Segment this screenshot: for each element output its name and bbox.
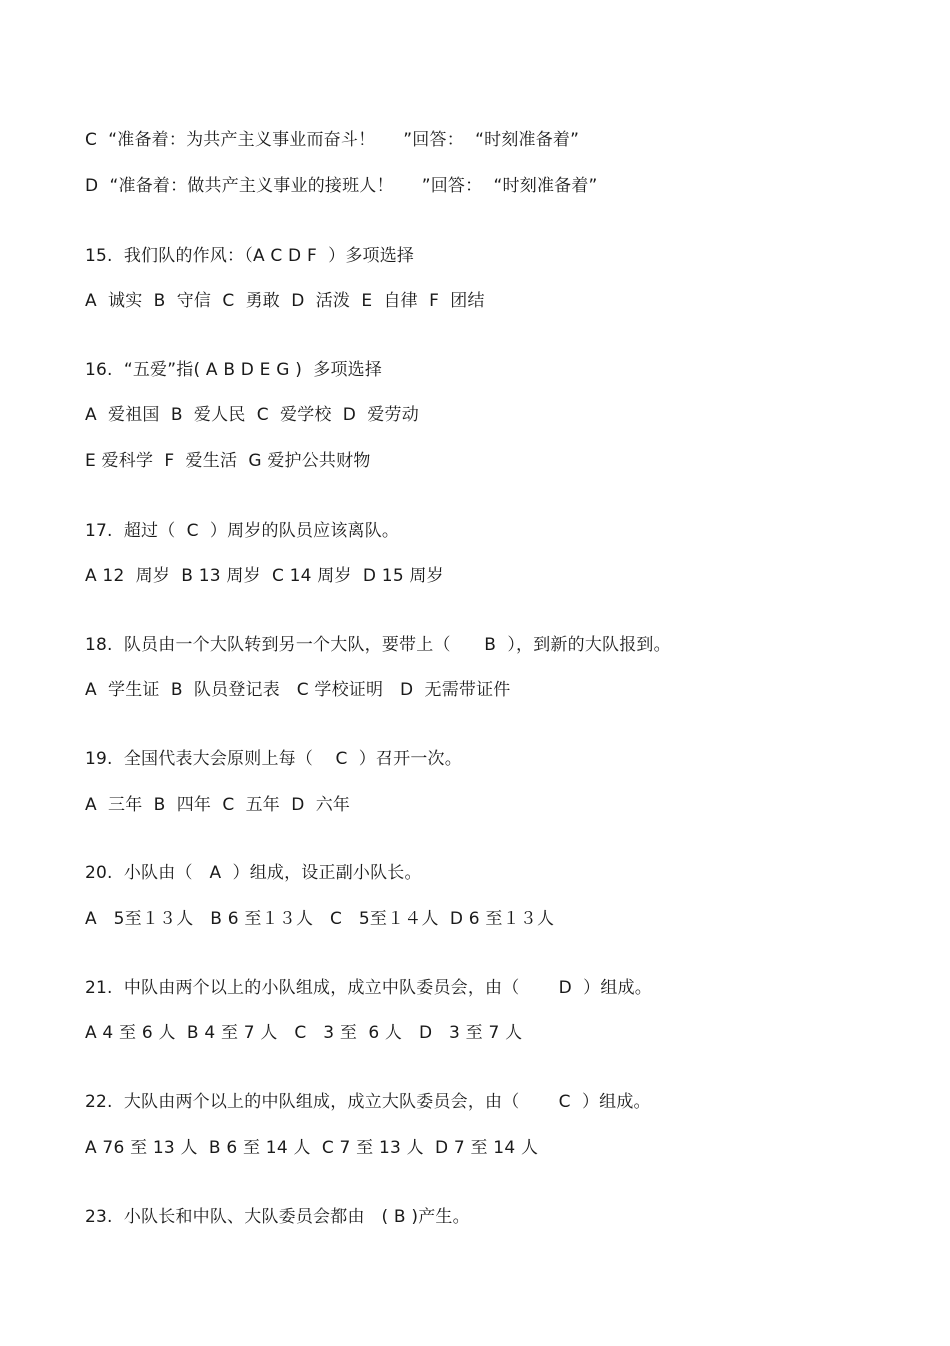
question-22-options: A 76 至 13 人 B 6 至 14 人 C 7 至 13 人 D 7 至 14 人 bbox=[85, 1138, 539, 1158]
question-15: 15. 我们队的作风：（A C D F ）多项选择 bbox=[85, 246, 415, 266]
question-20-options: A 5至１３人 B 6 至１３人 C 5至１４人 D 6 至１３人 bbox=[85, 909, 555, 929]
question-18-options: A 学生证 B 队员登记表 C 学校证明 D 无需带证件 bbox=[85, 680, 511, 700]
question-16: 16. “五爱”指( A B D E G ) 多项选择 bbox=[85, 360, 383, 380]
question-18: 18. 队员由一个大队转到另一个大队，要带上（ B ），到新的大队报到。 bbox=[85, 635, 671, 655]
question-21-options: A 4 至 6 人 B 4 至 7 人 C 3 至 6 人 D 3 至 7 人 bbox=[85, 1023, 523, 1043]
question-23: 23. 小队长和中队、大队委员会都由 ( B )产生。 bbox=[85, 1207, 470, 1227]
question-17: 17. 超过（ C ）周岁的队员应该离队。 bbox=[85, 521, 400, 541]
question-15-options: A 诚实 B 守信 C 勇敢 D 活泼 E 自律 F 团结 bbox=[85, 291, 485, 311]
question-22: 22. 大队由两个以上的中队组成，成立大队委员会，由（ C ）组成。 bbox=[85, 1092, 651, 1112]
question-17-options: A 12 周岁 B 13 周岁 C 14 周岁 D 15 周岁 bbox=[85, 566, 444, 586]
option-c-slogan: C “准备着：为共产主义事业而奋斗！ ”回答： “时刻准备着” bbox=[85, 130, 580, 150]
question-19: 19. 全国代表大会原则上每（ C ）召开一次。 bbox=[85, 749, 462, 769]
question-19-options: A 三年 B 四年 C 五年 D 六年 bbox=[85, 795, 351, 815]
question-16-options-2: E 爱科学 F 爱生活 G 爱护公共财物 bbox=[85, 451, 371, 471]
question-21: 21. 中队由两个以上的小队组成，成立中队委员会，由（ D ）组成。 bbox=[85, 978, 652, 998]
question-16-options-1: A 爱祖国 B 爱人民 C 爱学校 D 爱劳动 bbox=[85, 405, 419, 425]
option-d-slogan: D “准备着：做共产主义事业的接班人！ ”回答： “时刻准备着” bbox=[85, 176, 598, 196]
question-20: 20. 小队由（ A ）组成，设正副小队长。 bbox=[85, 863, 422, 883]
